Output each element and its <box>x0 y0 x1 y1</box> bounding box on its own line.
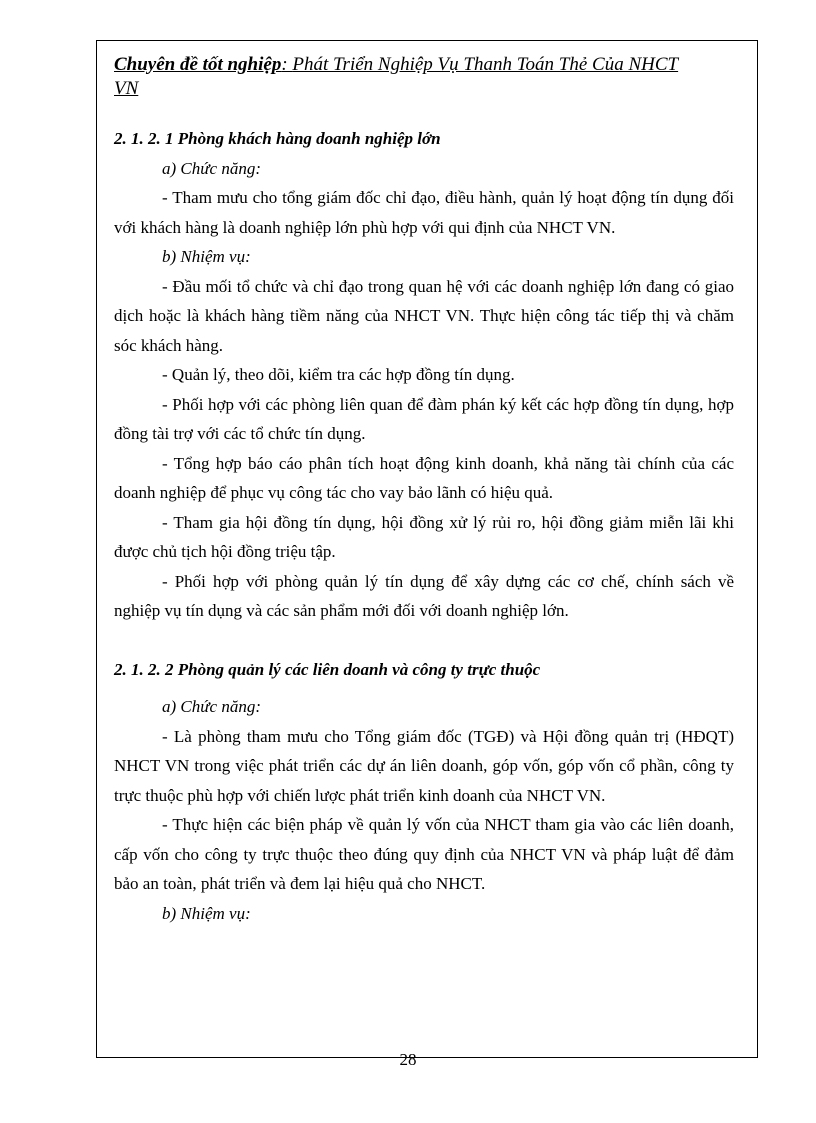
border-right <box>757 40 758 1058</box>
section-heading: 2. 1. 2. 2 Phòng quản lý các liên doanh và công ty trực thuộc <box>114 659 541 679</box>
heading-spacer <box>114 684 734 692</box>
function-label: a) Chức năng: <box>162 697 261 716</box>
paragraph: - Phối hợp với phòng quản lý tín dụng để xây dựng các cơ chế, chính sách về nghiệp vụ tín dụng và các sản phẩm mới đối với doanh nghiệp lớn. <box>114 571 734 620</box>
header-title-cont: VN <box>114 78 139 99</box>
paragraph: - Phối hợp với các phòng liên quan để đàm phán ký kết các hợp đồng tín dụng, hợp đồng tài trợ với các tổ chức tín dụng. <box>114 394 734 443</box>
paragraph: - Quản lý, theo dõi, kiểm tra các hợp đồng tín dụng. <box>162 365 515 384</box>
page-number: 28 <box>399 1050 417 1069</box>
document-body <box>114 124 734 928</box>
function-label: a) Chức năng: <box>162 158 261 178</box>
header-line-1 <box>114 53 726 77</box>
paragraph: - Là phòng tham mưu cho Tổng giám đốc (TGĐ) và Hội đồng quản trị (HĐQT) NHCT VN trong việc phát triển các dự án liên doanh, góp vốn, góp vốn cổ phần, công ty trực thuộc phù hợp với chiến lược phát triển kinh doanh của NHCT VN. <box>114 726 734 805</box>
duty-label: b) Nhiệm vụ: <box>162 247 251 266</box>
header-colon: : <box>281 54 293 75</box>
section-heading: 2. 1. 2. 1 Phòng khách hàng doanh nghiệp lớn <box>114 129 441 148</box>
paragraph: - Tham gia hội đồng tín dụng, hội đồng xử lý rủi ro, hội đồng giảm miễn lãi khi được chủ tịch hội đồng triệu tập. <box>114 512 734 561</box>
section-spacer <box>114 626 734 655</box>
paragraph: - Thực hiện các biện pháp về quản lý vốn của NHCT tham gia vào các liên doanh, cấp vốn cho công ty trực thuộc theo đúng quy định của NHCT VN và pháp luật để đảm bảo an toàn, phát triển và đem lại hiệu quả cho NHCT. <box>114 815 734 893</box>
paragraph: - Đầu mối tổ chức và chỉ đạo trong quan hệ với các doanh nghiệp lớn đang có giao dịch hoặc là khách hàng tiềm năng của NHCT VN. Thực hiện công tác tiếp thị và chăm sóc khách hàng. <box>114 276 734 355</box>
running-header <box>114 53 726 101</box>
header-title: Phát Triển Nghiệp Vụ Thanh Toán Thẻ Của NHCT <box>292 54 679 75</box>
header-lead: Chuyên đề tốt nghiệp <box>114 54 282 75</box>
border-top <box>96 40 758 41</box>
duty-label: b) Nhiệm vụ: <box>162 903 251 923</box>
paragraph: - Tham mưu cho tổng giám đốc chỉ đạo, điều hành, quản lý hoạt động tín dụng đối với khách hàng là doanh nghiệp lớn phù hợp với qui định của NHCT VN. <box>114 188 734 237</box>
paragraph: - Tổng hợp báo cáo phân tích hoạt động kinh doanh, khả năng tài chính của các doanh nghiệp để phục vụ công tác cho vay bảo lãnh có hiệu quả. <box>114 453 734 502</box>
border-left <box>96 40 97 1058</box>
